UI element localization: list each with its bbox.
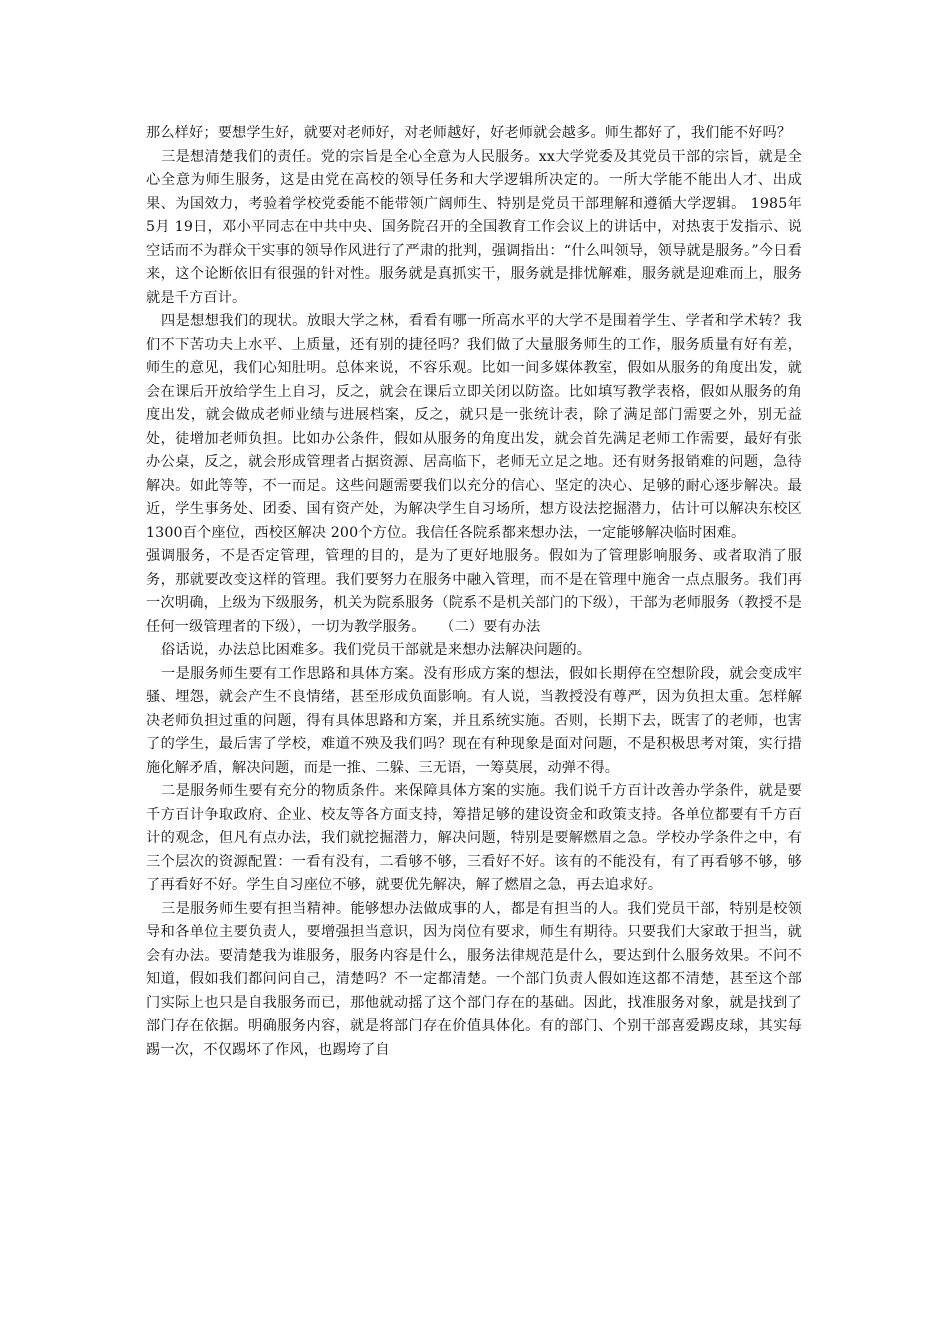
paragraph: 俗话说，办法总比困难多。我们党员干部就是来想办法解决问题的。 (161, 642, 592, 658)
paragraph: 二是服务师生要有充分的物质条件。来保障具体方案的实施。我们说千方百计改善办学条件，就是要千方百计争取政府、企业、校友等各方面支持，筹措足够的建设资金和政策支持。各单位都要有千方百计的观念，但凡有点办法，我们就挖掘潜力，解决问题，特别是要解燃眉之急。学校办学条件之中，有三个层次的资源配置：一看有没有，二看够不够，三看好不好。该有的不能没有，有了再看够不够，够了再看好不好。学生自习座位不够，就要优先解决，解了燃眉之急，再去追求好。 (146, 783, 802, 893)
paragraph: 那么样好；要想学生好，就要对老师好，对老师越好，好老师就会越多。师生都好了，我们能不好吗？ (146, 125, 792, 141)
document-body (146, 122, 802, 1062)
paragraph: 三是服务师生要有担当精神。能够想办法做成事的人，都是有担当的人。我们党员干部，特别是校领导和各单位主要负责人，要增强担当意识，因为岗位有要求，师生有期待。只要我们大家敢于担当，就会有办法。要清楚我为谁服务，服务内容是什么，服务法律规范是什么，要达到什么服务效果。不问不知道，假如我们都问问自己，清楚吗？不一定都清楚。一个部门负责人假如连这都不清楚，甚至这个部门实际上也只是自我服务而已，那他就动摇了这个部门存在的基础。因此，找准服务对象，就是找到了部门存在依据。明确服务内容，就是将部门存在价值具体化。有的部门、个别干部喜爱踢皮球，其实每踢一次，不仅踢坏了作风，也踢垮了自 (146, 900, 802, 1058)
paragraph: 三是想清楚我们的责任。党的宗旨是全心全意为人民服务。xx大学党委及其党员干部的宗旨，就是全心全意为师生服务，这是由党在高校的领导任务和大学逻辑所决定的。一所大学能不能出人才、出成果、为国效力，考验着学校党委能不能带领广阔师生、特别是党员干部理解和遵循大学逻辑。 1985年 5月 19日，邓小平同志在中共中央、国务院召开的全国教育工作会议上的讲话中，对热衷于发指示、说空话而不为群众干实事的领导作风进行了严肃的批判，强调指出：“什么叫领导，领导就是服务。”今日看来，这个论断依旧有很强的针对性。服务就是真抓实干，服务就是排忧解难，服务就是迎难而上，服务就是千方百计。 (146, 148, 802, 306)
paragraph: 强调服务，不是否定管理，管理的目的，是为了更好地服务。假如为了管理影响服务、或者取消了服务，那就要改变这样的管理。我们要努力在服务中融入管理，而不是在管理中施舍一点点服务。我们再一次明确，上级为下级服务，机关为院系服务（院系不是机关部门的下级），干部为老师服务（教授不是任何一级管理者的下级），一切为教学服务。 （二）要有办法 (146, 548, 802, 635)
paragraph: 四是想想我们的现状。放眼大学之林，看看有哪一所高水平的大学不是围着学生、学者和学术转？我们不下苦功夫上水平、上质量，还有别的捷径吗？我们做了大量服务师生的工作，服务质量有好有差，师生的意见，我们心知肚明。总体来说，不容乐观。比如一间多媒体教室，假如从服务的角度出发，就会在课后开放给学生上自习，反之，就会在课后立即关闭以防盗。比如填写教学表格，假如从服务的角度出发，就会做成老师业绩与进展档案，反之，就只是一张统计表，除了满足部门需要之外，别无益处，徒增加老师负担。比如办公条件，假如从服务的角度出发，就会首先满足老师工作需要，最好有张办公桌，反之，就会形成管理者占据资源、居高临下，老师无立足之地。还有财务报销难的问题，急待解决。如此等等，不一而足。这些问题需要我们以充分的信心、坚定的决心、足够的耐心逐步解决。最近，学生事务处、团委、国有资产处，为解决学生自习场所，想方设法挖掘潜力，估计可以解决东校区 1300百个座位，西校区解决 200个方位。我信任各院系都来想办法，一定能够解决临时困难。 (146, 313, 802, 541)
paragraph: 一是服务师生要有工作思路和具体方案。没有形成方案的想法，假如长期停在空想阶段，就会变成牢骚、埋怨，就会产生不良情绪，甚至形成负面影响。有人说，当教授没有尊严，因为负担太重。怎样解决老师负担过重的问题，得有具体思路和方案，并且系统实施。否则，长期下去，既害了的老师，也害了的学生，最后害了学校，难道不殃及我们吗？现在有种现象是面对问题，不是积极思考对策，实行措施化解矛盾，解决问题，而是一推、二躲、三无语，一筹莫展，动弹不得。 (146, 665, 802, 776)
